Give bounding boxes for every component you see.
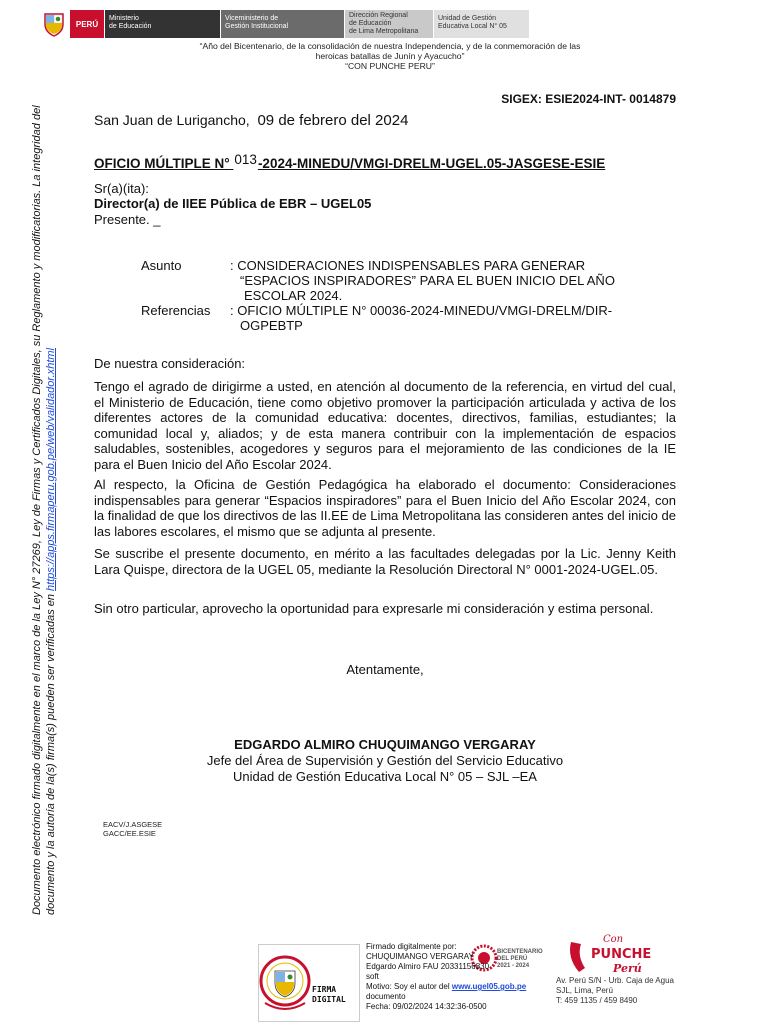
- ugel-block: Unidad de Gestión Educativa Local N° 05: [434, 10, 529, 38]
- side-note-line1: Documento electrónico firmado digitalmente en el marco de la Ley N° 27269, Ley de Firmas y Certificados Digitales, su Reglamento y modificatorias. La integridad del: [31, 105, 43, 915]
- drelm-block: Dirección Regional de Educación de Lima Metropolitana: [345, 10, 433, 38]
- signatory-role: Jefe del Área de Supervisión y Gestión del Servicio Educativo: [206, 753, 564, 768]
- asunto-label: Asunto: [141, 258, 182, 273]
- initials: EACV/J.ASGESE GACC/EE.ESIE: [103, 820, 163, 838]
- signatory-block: [94, 737, 676, 785]
- paragraph-2: Al respecto, la Oficina de Gestión Pedagógica ha elaborado el documento: Consideraciones indispensables para generar “Espacios inspiradores” para el Buen Inicio del Año Escolar 2024, con la finalidad de que los directivos de las II.EE de Lima Metropolitana las consideren antes del inicio de las labores escolares, el mismo que se adjunta al presente.: [94, 477, 676, 539]
- ministerio-block: Ministerio de Educación: [105, 10, 220, 38]
- salutation: Sr(a)(ita):: [94, 181, 149, 196]
- referencias-label: Referencias: [141, 303, 211, 318]
- peru-coat-of-arms-icon: [40, 10, 68, 38]
- referencias-value: : OFICIO MÚLTIPLE N° 00036-2024-MINEDU/VMGI-DRELM/DIR- OGPEBTP: [230, 303, 613, 333]
- presente: Presente. _: [94, 212, 161, 227]
- paragraph-3: Se suscribe el presente documento, en mérito a las facultades delegadas por la Lic. Jenny Keith Lara Quispe, directora de la UGEL 05, mediante la Resolución Directoral N° 0001-2024-UGEL.05.: [94, 546, 676, 577]
- ugel-website-link[interactable]: www.ugel05.gob.pe: [451, 982, 527, 991]
- side-note-line2: documento y la autoría de la(s) firma(s) pueden ser verificadas en https://apps.firmaperu.gob.pe/web/validador.xhtml: [45, 347, 57, 915]
- con-punche-peru-logo-icon: [565, 928, 655, 978]
- peru-label: PERÚ: [70, 10, 104, 38]
- ministry-header: [40, 10, 529, 38]
- year-motto: “Año del Bicentenario, de la consolidación de nuestra Independencia, y de la conmemoración de las heroicas batallas de Junín y Ayacucho” “CON PUNCHE PERU”: [199, 41, 581, 71]
- digital-signature-info: Firmado digitalmente por: CHUQUIMANGO VERGARAY Edgardo Almiro FAU 20331156830 soft Motivo: Soy el autor del www.ugel05.gob.pe documento Fecha: 09/02/2024 14:32:36-0500: [366, 942, 527, 1011]
- oficio-number: 013: [234, 152, 257, 167]
- asunto-value: : CONSIDERACIONES INDISPENSABLES PARA GENERAR “ESPACIOS INSPIRADORES” PARA EL BUEN INICIO DEL AÑO ESCOLAR 2024.: [230, 258, 615, 303]
- punche-word-1: Con: [603, 934, 624, 945]
- greeting: De nuestra consideración:: [94, 356, 246, 371]
- paragraph-4: Sin otro particular, aprovecho la oportunidad para expresarle mi consideración y estima personal.: [94, 601, 654, 616]
- signatory-name: EDGARDO ALMIRO CHUQUIMANGO VERGARAY: [234, 737, 536, 752]
- recipient-title: Director(a) de IIEE Pública de EBR – UGEL05: [94, 196, 372, 211]
- punche-word-3: Perú: [613, 962, 642, 975]
- punche-word-2: PUNCHE: [591, 947, 652, 962]
- paragraph-1: Tengo el agrado de dirigirme a usted, en atención al documento de la referencia, en virtud del cual, el Ministerio de Educación, tiene como objetivo promover la participación articulada y activa de los diferentes actores de la comunidad educativa: docentes, directivos, familias, estudiantes; la comunidad local y, aliados; y de esta manera contribuir con la implementación de espacios saludables, sostenibles, acogedores y seguros para el mejoramiento de las condiciones de la IE para el Buen Inicio del Año Escolar 2024.: [94, 379, 676, 472]
- peru-shield-icon: [259, 945, 359, 1021]
- sigex-code: SIGEX: ESIE2024-INT- 0014879: [501, 92, 676, 106]
- firma-digital-label: FIRMA DIGITAL: [312, 985, 346, 1004]
- validator-link[interactable]: https://apps.firmaperu.gob.pe/web/validador.xhtml: [45, 347, 57, 591]
- viceministerio-block: Viceministerio de Gestión Institucional: [221, 10, 344, 38]
- place-date: San Juan de Lurigancho, 09 de febrero del 2024: [94, 112, 409, 129]
- ugel-address: Av. Perú S/N - Urb. Caja de Agua SJL, Lima, Perú T: 459 1135 / 459 8490: [556, 976, 674, 1005]
- bicentenario-text: BICENTENARIO DEL PERÚ 2021 - 2024: [497, 949, 543, 969]
- oficio-title: OFICIO MÚLTIPLE N° 013-2024-MINEDU/VMGI-DRELM-UGEL.05-JASGESE-ESIE: [94, 152, 606, 171]
- firma-digital-stamp: [258, 944, 360, 1022]
- signatory-unit: Unidad de Gestión Educativa Local N° 05 – SJL –EA: [233, 769, 537, 784]
- closing: Atentamente,: [346, 662, 424, 677]
